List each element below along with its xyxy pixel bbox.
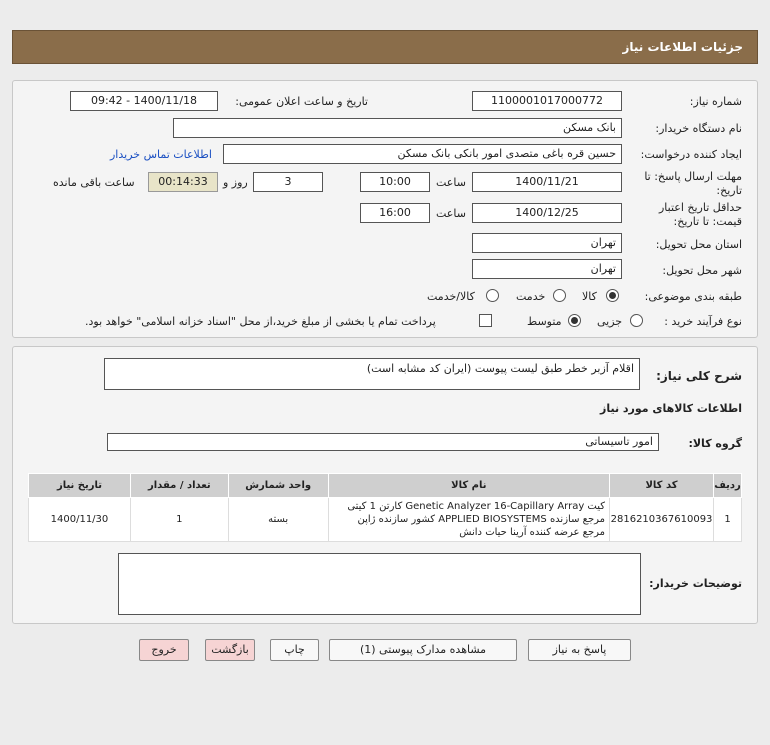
remaining-time-field: 00:14:33 [148,172,218,192]
col-row: ردیف [714,474,742,498]
buyer-notes-field [118,553,641,615]
treasury-note: پرداخت تمام یا بخشی از مبلغ خرید،از محل "اسناد خزانه اسلامی" خواهد بود. [85,315,436,328]
cell-row: 1 [714,498,742,542]
category-radio-goods-service[interactable] [486,289,499,302]
validity-date-field: 1400/12/25 [472,203,622,223]
cell-name: کیت Genetic Analyzer 16-Capillary Array کارتن 1 کیتی مرجع سازنده APPLIED BIOSYSTEMS کشور سازنده ژاپن مرجع عرضه کننده آرینا حیات دانش [328,498,609,542]
col-unit: واحد شمارش [228,474,328,498]
days-label: روز و [223,176,248,189]
description-field: اقلام آزبر خطر طبق لیست پیوست (ایران کد مشابه است) [104,358,640,390]
category-radio-service[interactable] [553,289,566,302]
cell-date: 1400/11/30 [29,498,131,542]
deadline-label-1: مهلت ارسال پاسخ: تا [644,170,742,183]
goods-group-label: گروه کالا: [688,437,742,450]
deadline-time-label: ساعت [436,176,466,189]
cell-qty: 1 [130,498,228,542]
creator-label: ایجاد کننده درخواست: [640,148,742,161]
page-title: جزئیات اطلاعات نیاز [622,40,743,54]
province-label: استان محل تحویل: [655,238,742,251]
contact-info-link[interactable]: اطلاعات تماس خریدار [110,148,212,161]
table-row [29,498,742,542]
items-table [28,473,742,542]
category-option-service: خدمت [516,290,546,303]
validity-time-field: 16:00 [360,203,430,223]
attachments-button[interactable]: مشاهده مدارک پیوستی (1) [329,639,517,661]
cell-unit: بسته [228,498,328,542]
category-label: طبقه بندی موضوعی: [644,290,742,303]
buyer-notes-label: توضیحات خریدار: [649,577,742,590]
process-option-medium: متوسط [527,315,562,328]
cell-code: 2816210367610093 [610,498,714,542]
deadline-time-field: 10:00 [360,172,430,192]
validity-label-1: حداقل تاریخ اعتبار [658,201,742,214]
deadline-label-2: تاریخ: [716,184,742,197]
process-radio-minor[interactable] [630,314,643,327]
print-button[interactable]: چاپ [270,639,319,661]
remaining-label: ساعت باقی مانده [53,176,135,189]
page-header [12,30,758,64]
goods-section-title: اطلاعات کالاهای مورد نیاز [600,402,742,415]
goods-group-field: امور تاسیساتی [107,433,659,451]
validity-time-label: ساعت [436,207,466,220]
need-number-field: 1100001017000772 [472,91,622,111]
buyer-org-field: بانک مسکن [173,118,622,138]
deadline-date-field: 1400/11/21 [472,172,622,192]
treasury-checkbox[interactable] [479,314,492,327]
creator-field: حسین قره باغی متصدی امور بانکی بانک مسکن [223,144,622,164]
col-date: تاریخ نیاز [29,474,131,498]
validity-label-2: قیمت: تا تاریخ: [673,215,742,228]
exit-button[interactable]: خروج [139,639,189,661]
announce-field: 1400/11/18 - 09:42 [70,91,218,111]
city-label: شهر محل تحویل: [662,264,742,277]
reply-button[interactable]: پاسخ به نیاز [528,639,631,661]
col-qty: تعداد / مقدار [130,474,228,498]
category-option-goods: کالا [582,290,597,303]
col-name: نام کالا [328,474,609,498]
category-radio-goods[interactable] [606,289,619,302]
need-number-label: شماره نیاز: [689,95,742,108]
city-field: تهران [472,259,622,279]
category-option-goods-service: کالا/خدمت [427,290,475,303]
col-code: کد کالا [610,474,714,498]
buyer-org-label: نام دستگاه خریدار: [655,122,742,135]
days-field: 3 [253,172,323,192]
province-field: تهران [472,233,622,253]
process-option-minor: جزیی [597,315,623,328]
description-label: شرح کلی نیاز: [656,369,742,383]
back-button[interactable]: بازگشت [205,639,255,661]
process-radio-medium[interactable] [568,314,581,327]
process-label: نوع فرآیند خرید : [664,315,742,328]
announce-label: تاریخ و ساعت اعلان عمومی: [235,95,368,108]
